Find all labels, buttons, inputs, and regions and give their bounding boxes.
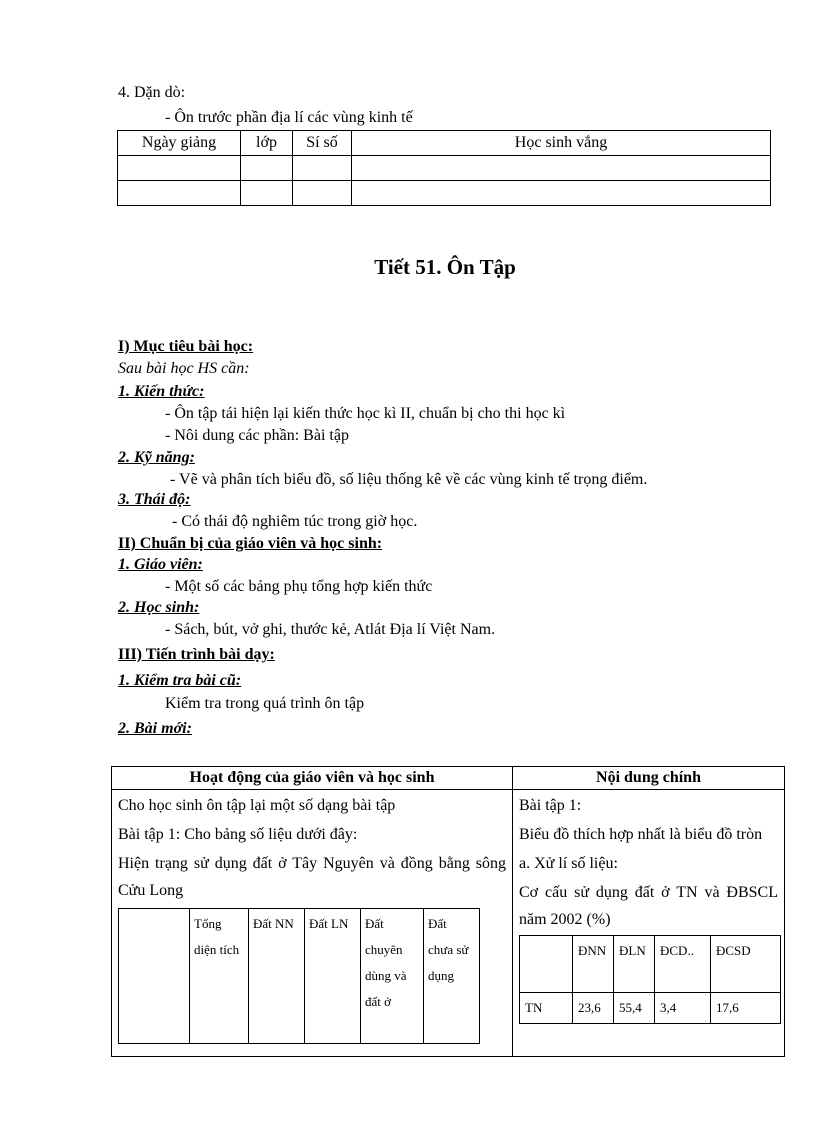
cell[interactable] — [293, 156, 352, 181]
header-date: Ngày giảng — [118, 131, 241, 156]
homework-item: - Ôn trước phần địa lí các vùng kinh tế — [165, 109, 413, 126]
cell[interactable] — [352, 181, 771, 206]
content-header: Nội dung chính — [513, 767, 785, 790]
content-paragraph: Cơ cấu sử dụng đất ở TN và ĐBSCL năm 2002 (%) — [519, 884, 778, 928]
lesson-table — [111, 766, 785, 1057]
content-cell — [513, 790, 785, 1057]
after-lesson-text: Sau bài học HS cần: — [118, 360, 250, 377]
attendance-header-row — [118, 131, 771, 156]
land-use-header: Tổng diện tích — [190, 909, 249, 1044]
cell[interactable] — [241, 181, 293, 206]
skills-heading: 2. Kỹ năng: — [118, 449, 195, 466]
land-use-header: Đất chuyên dùng và đất ở — [361, 909, 424, 1044]
attitude-item-1: - Có thái độ nghiêm túc trong giờ học. — [172, 513, 418, 530]
activity-paragraph: Bài tập 1: Cho bảng số liệu dưới đây: — [118, 826, 358, 843]
land-use-header: Đất LN — [305, 909, 361, 1044]
structure-header-row — [520, 936, 781, 993]
cell[interactable] — [352, 156, 771, 181]
knowledge-heading: 1. Kiến thức: — [118, 383, 205, 400]
structure-header: ĐLN — [614, 936, 655, 993]
structure-cell: TN — [520, 993, 573, 1024]
content-paragraph: Biểu đồ thích hợp nhất là biểu đồ tròn — [519, 826, 763, 843]
structure-cell: 17,6 — [711, 993, 781, 1024]
prep-heading: II) Chuẩn bị của giáo viên và học sinh: — [118, 535, 383, 552]
objectives-heading: I) Mục tiêu bài học: — [118, 338, 254, 355]
new-lesson-heading: 2. Bài mới: — [118, 720, 192, 737]
structure-header: ĐNN — [573, 936, 614, 993]
teacher-item-1: - Một số các bảng phụ tổng hợp kiến thức — [165, 578, 433, 595]
structure-cell: 55,4 — [614, 993, 655, 1024]
activity-paragraph: Cho học sinh ôn tập lại một số dạng bài tập — [118, 797, 396, 814]
homework-heading: 4. Dặn dò: — [118, 84, 186, 101]
structure-header: ĐCSD — [711, 936, 781, 993]
knowledge-item-1: - Ôn tập tái hiện lại kiến thức học kì II, chuẩn bị cho thi học kì — [165, 405, 566, 422]
header-class: lớp — [241, 131, 293, 156]
attendance-table — [117, 130, 771, 206]
header-absent: Học sinh vắng — [352, 131, 771, 156]
land-use-table — [118, 908, 480, 1044]
structure-cell: 3,4 — [655, 993, 711, 1024]
attitude-heading: 3. Thái độ: — [118, 491, 191, 508]
land-use-header: Đất NN — [249, 909, 305, 1044]
check-heading: 1. Kiểm tra bài cũ: — [118, 672, 242, 689]
cell[interactable] — [293, 181, 352, 206]
skills-item-1: - Vẽ và phân tích biểu đồ, số liệu thống kê về các vùng kinh tế trọng điểm. — [170, 471, 648, 488]
cell[interactable] — [241, 156, 293, 181]
student-heading: 2. Học sinh: — [118, 599, 200, 616]
student-item-1: - Sách, bút, vở ghi, thước kẻ, Atlát Địa lí Việt Nam. — [165, 621, 496, 638]
structure-table — [519, 935, 781, 1024]
cell[interactable] — [118, 181, 241, 206]
lesson-row — [112, 790, 785, 1057]
teacher-heading: 1. Giáo viên: — [118, 556, 203, 573]
lesson-header-row — [112, 767, 785, 790]
knowledge-item-2: - Nôi dung các phần: Bài tập — [165, 427, 349, 444]
process-heading: III) Tiến trình bài dạy: — [118, 646, 275, 663]
content-paragraph: a. Xử lí số liệu: — [519, 855, 618, 872]
content-paragraph: Bài tập 1: — [519, 797, 582, 814]
land-use-header-row — [119, 909, 480, 1044]
activity-cell — [112, 790, 513, 1057]
page-title: Tiết 51. Ôn Tập — [374, 255, 516, 279]
land-use-header: Đất chưa sử dụng — [424, 909, 480, 1044]
structure-row — [520, 993, 781, 1024]
attendance-row — [118, 156, 771, 181]
attendance-row — [118, 181, 771, 206]
structure-header — [520, 936, 573, 993]
header-count: Sí số — [293, 131, 352, 156]
structure-header: ĐCD.. — [655, 936, 711, 993]
activity-paragraph: Hiện trạng sử dụng đất ở Tây Nguyên và đồng bằng sông Cửu Long — [118, 855, 506, 899]
structure-cell: 23,6 — [573, 993, 614, 1024]
check-item-1: Kiểm tra trong quá trình ôn tập — [165, 695, 365, 712]
land-use-header — [119, 909, 190, 1044]
activity-header: Hoạt động của giáo viên và học sinh — [112, 767, 513, 790]
cell[interactable] — [118, 156, 241, 181]
